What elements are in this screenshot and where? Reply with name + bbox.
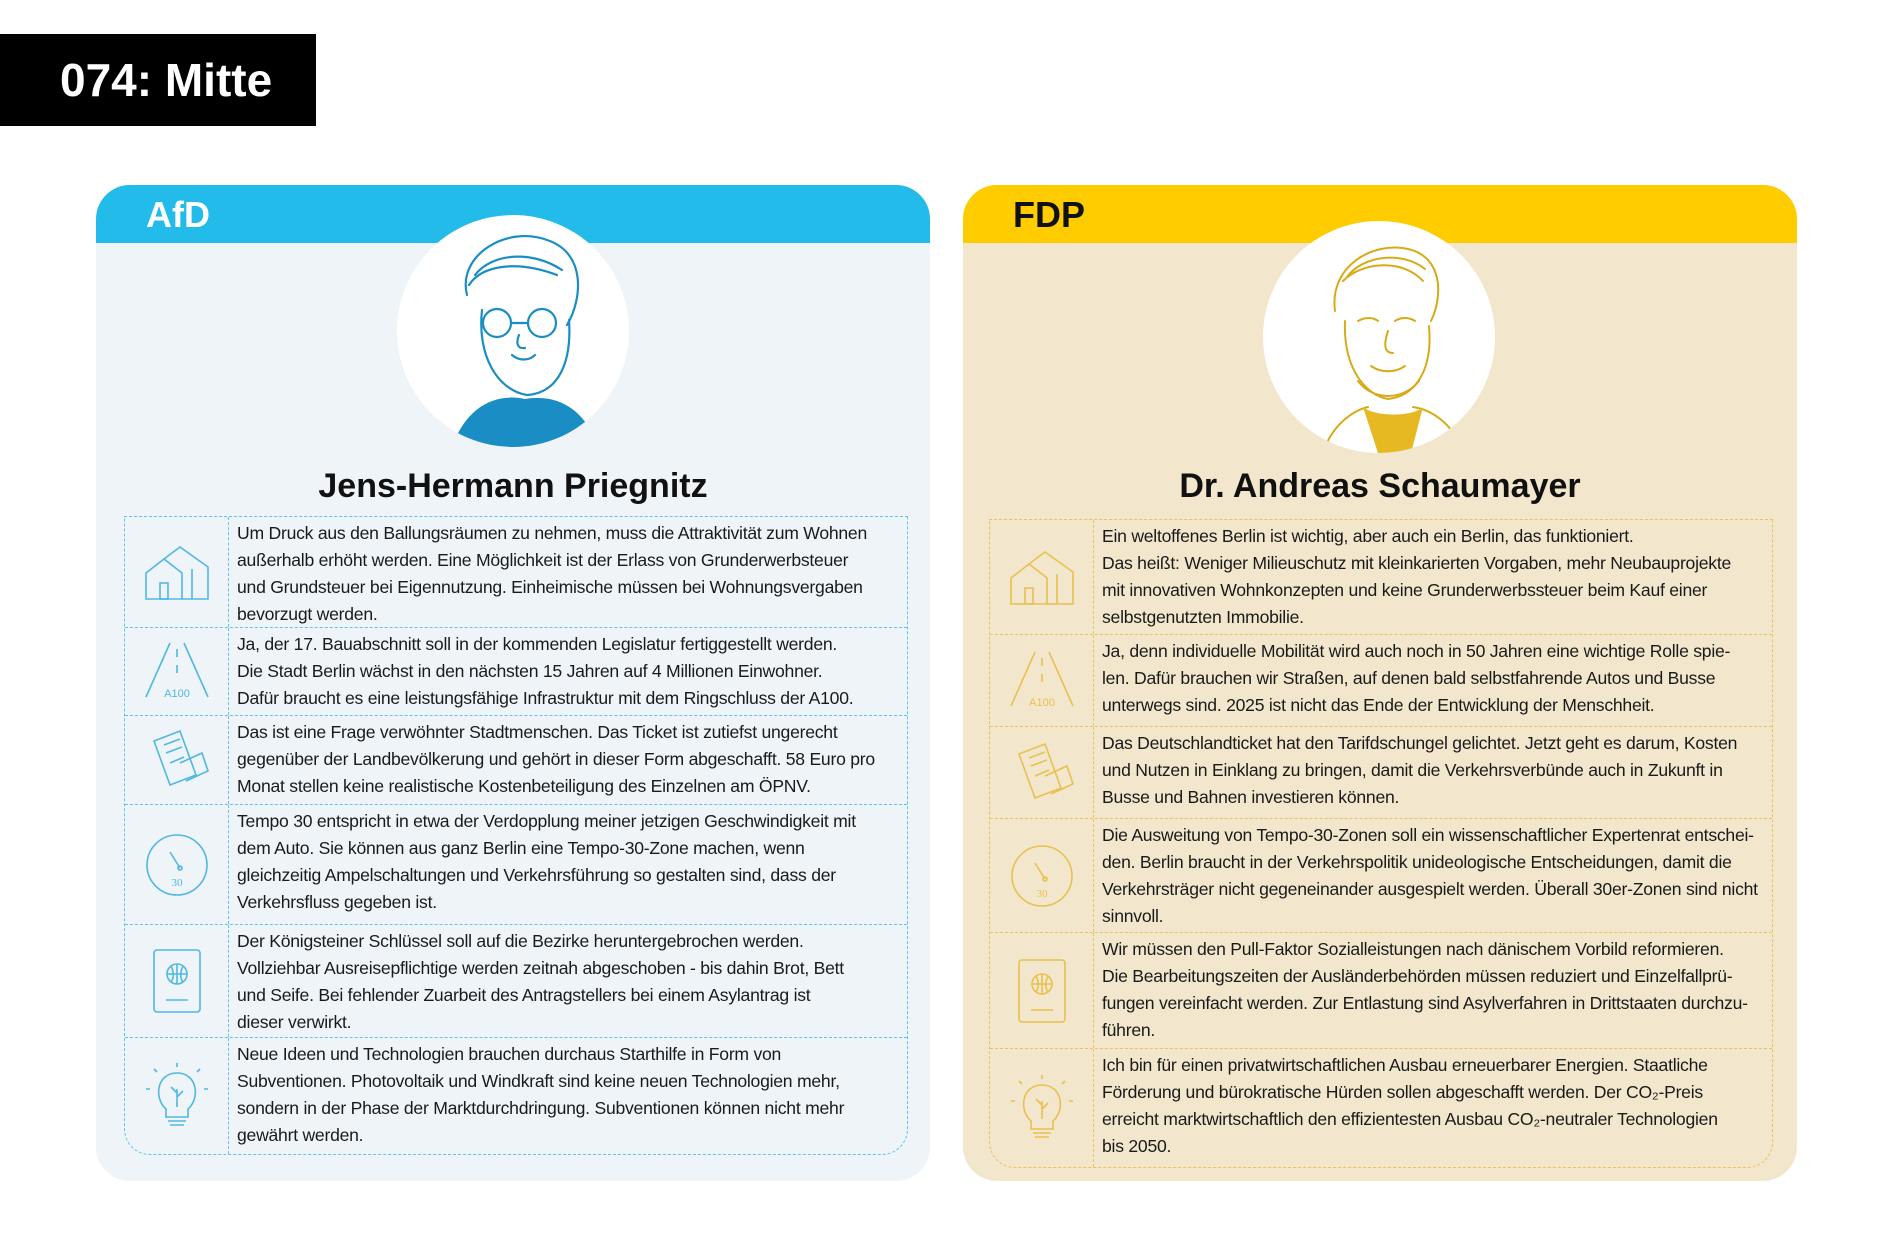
lightbulb-icon (990, 1049, 1094, 1167)
house-icon (125, 517, 229, 627)
answer-line: Dafür braucht es eine leistungsfähige Infrastruktur mit dem Ringschluss der A100. (237, 688, 854, 708)
answer-line: Wir müssen den Pull-Faktor Sozialleistungen nach dänischem Vorbild reformieren. (1102, 939, 1724, 959)
district-label: 074: Mitte (0, 34, 316, 126)
answer-line: und Grundsteuer bei Eigennutzung. Einheimische müssen bei Wohnungsvergaben (237, 577, 863, 597)
portrait-illustration (397, 215, 629, 447)
answer-line: Um Druck aus den Ballungsräumen zu nehmen, muss die Attraktivität zum Wohnen (237, 523, 867, 543)
candidate-name: Dr. Andreas Schaumayer (1179, 467, 1581, 505)
answer-line: unterwegs sind. 2025 ist nicht das Ende der Entwicklung der Menschheit. (1102, 695, 1655, 715)
answer-row-energy (990, 1049, 1772, 1167)
answer-line: außerhalb erhöht werden. Eine Möglichkeit ist der Erlass von Grunderwerbsteuer (237, 550, 849, 570)
road-label: A100 (163, 687, 190, 700)
party-header: FDP (963, 185, 1797, 243)
answer-line: gleichzeitig Ampelschaltungen und Verkehrsführung so gestalten sind, dass der (237, 865, 836, 885)
answer-line: Ja, denn individuelle Mobilität wird auch noch in 50 Jahren eine wichtige Rolle spie- (1102, 641, 1731, 661)
answer-line: Vollziehbar Ausreisepflichtige werden zeitnah abgeschoben - bis dahin Brot, Bett (237, 958, 844, 978)
speed-label: 30 (1036, 887, 1047, 900)
answer-line: und Seife. Bei fehlender Zuarbeit des Antragstellers bei einem Asylantrag ist (237, 985, 811, 1005)
answer-row-energy (125, 1038, 907, 1154)
answer-row-housing (125, 517, 907, 628)
answer-line: gegenüber der Landbevölkerung und gehört in dieser Form abgeschafft. 58 Euro pro (237, 749, 875, 769)
answer-line: Subventionen. Photovoltaik und Windkraft sind keine neuen Technologien mehr, (237, 1071, 840, 1091)
answers-table (989, 519, 1773, 1168)
answer-line: sinnvoll. (1102, 906, 1164, 926)
answer-line: sondern in der Phase der Marktdurchdringung. Subventionen können nicht mehr (237, 1098, 845, 1118)
answer-row-a100 (125, 628, 907, 716)
party-header: AfD (96, 185, 930, 243)
candidate-portrait (1263, 221, 1495, 453)
answers-table (124, 516, 908, 1155)
answer-line: Der Königsteiner Schlüssel soll auf die Bezirke heruntergebrochen werden. (237, 931, 804, 951)
passport-icon (125, 925, 229, 1037)
answer-row-ticket (990, 727, 1772, 819)
answer-line: Verkehrsträger nicht gegeneinander ausgespielt werden. Überall 30er-Zonen sind nicht (1102, 879, 1758, 899)
answer-row-tempo30 (990, 819, 1772, 933)
lightbulb-icon (125, 1038, 229, 1154)
answer-line: bis 2050. (1102, 1136, 1172, 1156)
answer-line: fungen vereinfacht werden. Zur Entlastung sind Asylverfahren in Drittstaaten durchzu- (1102, 993, 1748, 1013)
candidate-card-fdp (963, 185, 1797, 1181)
answer-row-ticket (125, 716, 907, 805)
answer-line: Das heißt: Weniger Milieuschutz mit kleinkarierten Vorgaben, mehr Neubauprojekte (1102, 553, 1732, 573)
answer-line: dem Auto. Sie können aus ganz Berlin eine Tempo-30-Zone machen, wenn (237, 838, 805, 858)
ticket-icon (990, 727, 1094, 818)
answer-line: len. Dafür brauchen wir Straßen, auf denen bald selbstfahrende Autos und Busse (1102, 668, 1716, 688)
road-a100-icon (990, 635, 1094, 726)
answer-line: Busse und Bahnen investieren können. (1102, 787, 1400, 807)
answer-line: Verkehrsfluss gegeben ist. (237, 892, 437, 912)
answer-row-housing (990, 520, 1772, 635)
portrait-illustration (1263, 221, 1495, 453)
answer-row-asylum (125, 925, 907, 1038)
passport-icon (990, 933, 1094, 1048)
answer-line: bevorzugt werden. (237, 604, 378, 624)
answer-line: gewährt werden. (237, 1125, 364, 1145)
house-icon (990, 520, 1094, 634)
road-a100-icon (125, 628, 229, 715)
speed-label: 30 (171, 876, 182, 889)
answer-row-asylum (990, 933, 1772, 1049)
answer-line: Ein weltoffenes Berlin ist wichtig, aber auch ein Berlin, das funktioniert. (1102, 526, 1634, 546)
speedometer-30-icon (990, 819, 1094, 932)
answer-line: selbstgenutzten Immobilie. (1102, 607, 1304, 627)
candidate-name: Jens-Hermann Priegnitz (318, 467, 708, 505)
answer-line: Neue Ideen und Technologien brauchen durchaus Starthilfe in Form von (237, 1044, 782, 1064)
answer-line: Das ist eine Frage verwöhnter Stadtmenschen. Das Ticket ist zutiefst ungerecht (237, 722, 838, 742)
answer-line: mit innovativen Wohnkonzepten und keine Grunderwerbssteuer beim Kauf einer (1102, 580, 1708, 600)
answer-line: Das Deutschlandticket hat den Tarifdschungel gelichtet. Jetzt geht es darum, Kosten (1102, 733, 1738, 753)
answer-line: Ja, der 17. Bauabschnitt soll in der kommenden Legislatur fertiggestellt werden. (237, 634, 838, 654)
candidate-portrait (397, 215, 629, 447)
answer-line: Die Stadt Berlin wächst in den nächsten 15 Jahren auf 4 Millionen Einwohner. (237, 661, 823, 681)
ticket-icon (125, 716, 229, 804)
answer-line: dieser verwirkt. (237, 1012, 352, 1032)
answer-line: Die Ausweitung von Tempo-30-Zonen soll ein wissenschaftlicher Expertenrat entschei- (1102, 825, 1754, 845)
road-label: A100 (1028, 696, 1055, 709)
answer-line: den. Berlin braucht in der Verkehrspolitik unideologische Entscheidungen, damit die (1102, 852, 1732, 872)
answer-row-a100 (990, 635, 1772, 727)
answer-line: Ich bin für einen privatwirtschaftlichen Ausbau erneuerbarer Energien. Staatliche (1102, 1055, 1708, 1075)
answer-line: Tempo 30 entspricht in etwa der Verdopplung meiner jetzigen Geschwindigkeit mit (237, 811, 856, 831)
answer-line: Monat stellen keine realistische Kostenbeteiligung des Einzelnen am ÖPNV. (237, 776, 811, 796)
candidate-card-afd (96, 185, 930, 1181)
answer-line: Förderung und bürokratische Hürden sollen abgeschafft werden. Der CO₂-Preis (1102, 1082, 1703, 1102)
answer-line: führen. (1102, 1020, 1156, 1040)
answer-line: erreicht marktwirtschaftlich den effizientesten Ausbau CO₂-neutraler Technologien (1102, 1109, 1718, 1129)
speedometer-30-icon (125, 805, 229, 924)
answer-line: und Nutzen in Einklang zu bringen, damit die Verkehrsverbünde auch in Zukunft in (1102, 760, 1723, 780)
answer-line: Die Bearbeitungszeiten der Ausländerbehörden müssen reduziert und Einzelfallprü- (1102, 966, 1733, 986)
answer-row-tempo30 (125, 805, 907, 925)
